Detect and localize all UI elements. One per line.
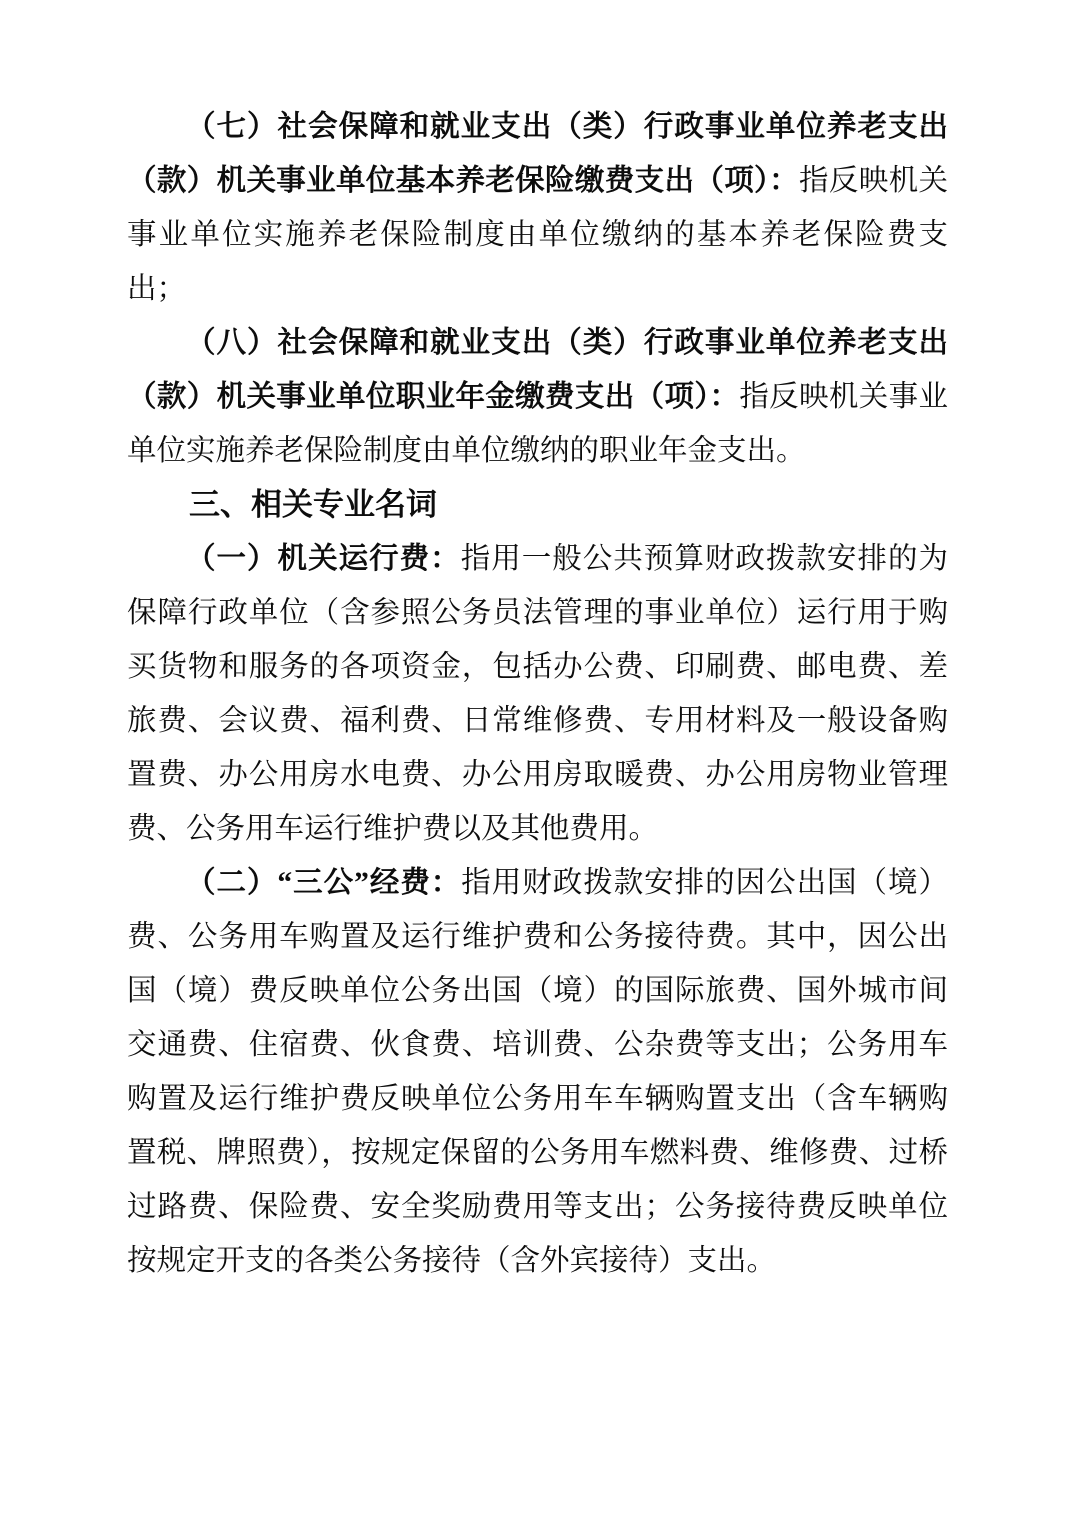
paragraph-annuity-contribution	[127, 316, 948, 478]
paragraph-pension-contribution-lead: （七）社会保障和就业支出（类）行政事业单位养老支出（款）机关事业单位基本养老保险缴费支出（项）：	[127, 111, 948, 197]
paragraph-term-operating-expenses-lead: （一）机关运行费：	[186, 543, 461, 575]
paragraph-annuity-contribution-lead: （八）社会保障和就业支出（类）行政事业单位养老支出（款）机关事业单位职业年金缴费支出（项）：	[127, 327, 948, 413]
paragraph-term-operating-expenses-body: 指用一般公共预算财政拨款安排的为保障行政单位（含参照公务员法管理的事业单位）运行用于购买货物和服务的各项资金，包括办公费、印刷费、邮电费、差旅费、会议费、福利费、日常维修费、专用材料及一般设备购置费、办公用房水电费、办公用房取暖费、办公用房物业管理费、公务用车运行维护费以及其他费用。	[127, 543, 948, 845]
section-heading-terminology: 三、相关专业名词	[189, 487, 437, 522]
paragraph-term-three-public-funds-lead: （二）“三公”经费：	[186, 867, 462, 899]
paragraph-term-operating-expenses	[127, 532, 948, 856]
paragraph-term-three-public-funds-body: 指用财政拨款安排的因公出国（境）费、公务用车购置及运行维护费和公务接待费。其中，因公出国（境）费反映单位公务出国（境）的国际旅费、国外城市间交通费、住宿费、伙食费、培训费、公杂费等支出；公务用车购置及运行维护费反映单位公务用车车辆购置支出（含车辆购置税、牌照费），按规定保留的公务用车燃料费、维修费、过桥过路费、保险费、安全奖励费用等支出；公务接待费反映单位按规定开支的各类公务接待（含外宾接待）支出。	[127, 867, 948, 1277]
paragraph-pension-contribution	[127, 100, 948, 316]
paragraph-term-three-public-funds	[127, 856, 948, 1288]
paragraph-annuity-contribution-body: 指反映机关事业单位实施养老保险制度由单位缴纳的职业年金支出。	[127, 381, 948, 467]
paragraph-pension-contribution-body: 指反映机关事业单位实施养老保险制度由单位缴纳的基本养老保险费支出；	[127, 165, 948, 305]
